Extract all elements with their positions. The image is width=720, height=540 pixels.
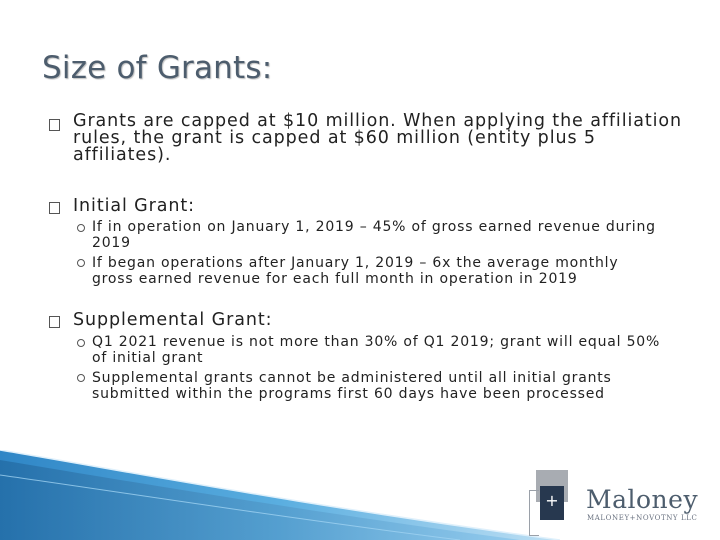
page-title: Size of Grants: bbox=[42, 50, 273, 86]
logo-name: Maloney bbox=[586, 485, 699, 514]
circle-bullet-icon bbox=[77, 259, 85, 267]
bullet-grant-cap: Grants are capped at $10 million. When applying the affiliation rules, the grant is capped at $60 million (entity plus 5 affiliates). bbox=[73, 111, 682, 165]
square-bullet-icon bbox=[49, 316, 60, 328]
subitem-supplemental-administered: Supplemental grants cannot be administered until all initial grants submitted within the programs first 60 days have been processed bbox=[92, 370, 612, 402]
subitem-initial-in-operation: If in operation on January 1, 2019 – 45% of gross earned revenue during 2019 bbox=[92, 219, 656, 251]
bullet-supplemental-grant: Supplemental Grant: bbox=[73, 310, 273, 330]
subitem-supplemental-revenue: Q1 2021 revenue is not more than 30% of Q1 2019; grant will equal 50% of initial grant bbox=[92, 334, 661, 366]
square-bullet-icon bbox=[49, 119, 60, 131]
circle-bullet-icon bbox=[77, 224, 85, 232]
square-bullet-icon bbox=[49, 202, 60, 214]
circle-bullet-icon bbox=[77, 374, 85, 382]
bullet-initial-grant: Initial Grant: bbox=[73, 196, 195, 216]
subitem-initial-began-after: If began operations after January 1, 2019 – 6x the average monthly gross earned revenue for each full month in operation in 2019 bbox=[92, 255, 619, 287]
decorative-wave bbox=[0, 450, 560, 540]
logo-subtitle: MALONEY+NOVOTNY LLC bbox=[587, 514, 698, 522]
logo-plus-icon: + bbox=[540, 486, 564, 520]
logo-outline bbox=[529, 490, 539, 536]
circle-bullet-icon bbox=[77, 339, 85, 347]
